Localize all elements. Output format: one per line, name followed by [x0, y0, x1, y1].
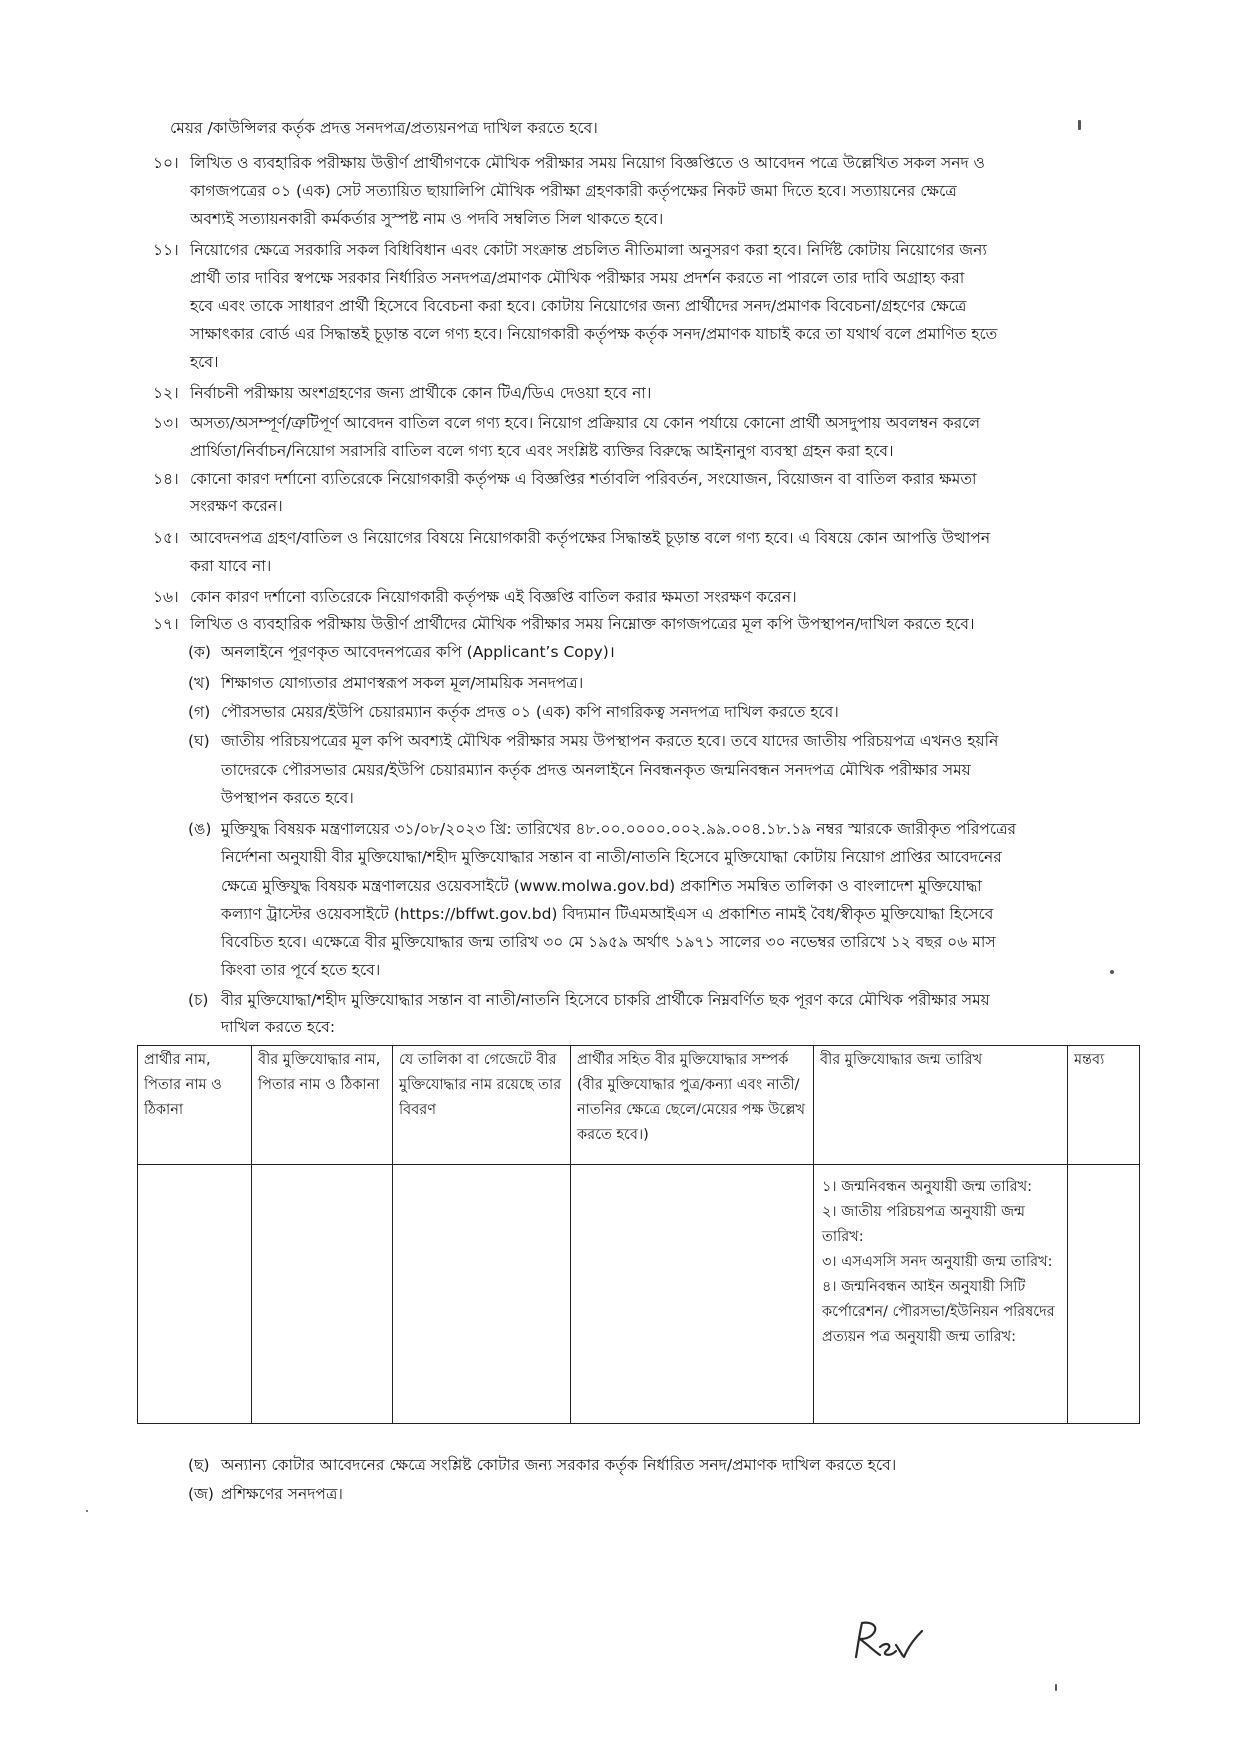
- scan-speck: [1078, 120, 1081, 130]
- item-line: লিখিত ও ব্যবহারিক পরীক্ষায় উত্তীর্ণ প্রার্থীগণকে মৌখিক পরীক্ষার সময় নিয়োগ বিজ্ঞপ্তিতে ও আবেদন পত্রে উল্লেখিত সকল সনদ ও: [190, 154, 985, 172]
- subitem-line: দাখিল করতে হবে:: [221, 1018, 336, 1036]
- table-header-cell: বীর মুক্তিযোদ্ধার নাম, পিতার নাম ও ঠিকানা: [252, 1046, 393, 1165]
- item-line: সংরক্ষণ করেন।: [190, 497, 283, 515]
- item-line: লিখিত ও ব্যবহারিক পরীক্ষায় উত্তীর্ণ প্রার্থীদের মৌখিক পরীক্ষার সময় নিম্নোক্ত কাগজপত্রের মূল কপি উপস্থাপন/দাখিল করতে হবে।: [190, 615, 975, 633]
- subitem-line: কল্যাণ ট্রাস্টের ওয়েবসাইটে (https://bffwt.gov.bd) বিদ্যমান টিএমআইএস এ প্রকাশিত নামই বৈধ/স্বীকৃত মুক্তিযোদ্ধা হিসেবে: [221, 905, 994, 923]
- subitem-line: বীর মুক্তিযোদ্ধা/শহীদ মুক্তিযোদ্ধার সন্তান বা নাতী/নাতনি হিসেবে চাকরি প্রার্থীকে নিম্নবর্ণিত ছক পূরণ করে মৌখিক পরীক্ষার সময়: [221, 991, 990, 1009]
- subitem-label: (ছ): [188, 1456, 210, 1474]
- item-number: ১৬।: [153, 588, 179, 606]
- item-line: হবে এবং তাকে সাধারণ প্রার্থী হিসেবে বিবেচনা করা হবে। কোটায় নিয়োগের জন্য প্রার্থীদের সনদ/প্রমাণক বিবেচনা/গ্রহণের ক্ষেত্রে: [190, 297, 967, 315]
- dob-list-cell: [814, 1165, 1068, 1424]
- scan-speck: [1055, 1684, 1057, 1691]
- item-line: সাক্ষাৎকার বোর্ড এর সিদ্ধান্তই চূড়ান্ত বলে গণ্য হবে। নিয়োগকারী কর্তৃপক্ষ কর্তৃক সনদ/প্রমাণক যাচাই করে তা যথার্থ বলে প্রমাণিত হতে: [190, 325, 998, 343]
- freedom-fighter-info-table: [137, 1045, 1140, 1424]
- item-number: ১১।: [153, 241, 179, 259]
- subitem-line: তাদেরকে পৌরসভার মেয়র/ইউপি চেয়ারম্যান কর্তৃক প্রদত্ত অনলাইনে নিবন্ধনকৃত জন্মনিবন্ধন সনদপত্র মৌখিক পরীক্ষার সময়: [221, 761, 971, 779]
- item-line: আবেদনপত্র গ্রহণ/বাতিল ও নিয়োগের বিষয়ে নিয়োগকারী কর্তৃপক্ষের সিদ্ধান্তই চূড়ান্ত বলে গণ্য হবে। এ বিষয়ে কোন আপত্তি উত্থাপন: [190, 529, 991, 547]
- item-line: হবে।: [190, 353, 219, 371]
- item-number: ১৩।: [153, 414, 179, 432]
- item-line: অবশ্যই সত্যায়নকারী কর্মকর্তার সুস্পষ্ট নাম ও পদবি সম্বলিত সিল থাকতে হবে।: [190, 210, 664, 228]
- subitem-line: মুক্তিযুদ্ধ বিষয়ক মন্ত্রণালয়ের ৩১/০৮/২০২৩ খ্রি: তারিখের ৪৮.০০.০০০০.০০২.৯৯.০০৪.১৮.১৯ নম্বর স্মারকে জারীকৃত পরিপত্রের: [221, 820, 1017, 838]
- subitem-label: (চ): [188, 991, 209, 1009]
- item-line: নির্বাচনী পরীক্ষায় অংশগ্রহণের জন্য প্রার্থীকে কোন টিএ/ডিএ দেওয়া হবে না।: [190, 384, 652, 402]
- item-line: করা যাবে না।: [190, 557, 272, 575]
- subitem-line: নির্দেশনা অনুযায়ী বীর মুক্তিযোদ্ধা/শহীদ মুক্তিযোদ্ধার সন্তান বা নাতী/নাতনি হিসেবে মুক্তিযোদ্ধা কোটায় নিয়োগ প্রাপ্তির আবেদনের: [221, 848, 1002, 866]
- table-header-cell: প্রার্থীর নাম, পিতার নাম ও ঠিকানা: [138, 1046, 252, 1165]
- handwritten-signature: [850, 1617, 940, 1667]
- subitem-line: ক্ষেত্রে মুক্তিযুদ্ধ বিষয়ক মন্ত্রণালয়ের ওয়েবসাইটে (www.molwa.gov.bd) প্রকাশিত সমন্বিত তালিকা ও বাংলাদেশ মুক্তিযোদ্ধা: [221, 877, 982, 895]
- item-line: প্রার্থী তার দাবির স্বপক্ষে সরকার নির্ধারিত সনদপত্র/প্রমাণক মৌখিক পরীক্ষার সময় প্রদর্শন করতে না পারলে তার দাবি অগ্রাহ্য করা: [190, 269, 965, 287]
- intro-line: মেয়র /কাউন্সিলর কর্তৃক প্রদত্ত সনদপত্র/প্রত্যয়নপত্র দাখিল করতে হবে।: [170, 119, 598, 137]
- subitem-line: বিবেচিত হবে। এক্ষেত্রে বীর মুক্তিযোদ্ধার জন্ম তারিখ ৩০ মে ১৯৫৯ অর্থাৎ ১৯৭১ সালের ৩০ নভেম্বর তারিখে ১২ বছর ০৬ মাস: [221, 933, 996, 951]
- table-cell-empty[interactable]: [138, 1165, 252, 1424]
- item-number: ১০।: [153, 154, 179, 172]
- subitem-line: কিংবা তার পূর্বে হতে হবে।: [221, 961, 381, 979]
- table-cell-empty[interactable]: [393, 1165, 571, 1424]
- subitem-label: (ক): [188, 643, 211, 661]
- dob-item: ২। জাতীয় পরিচয়পত্র অনুযায়ী জন্ম তারিখ:: [822, 1204, 1026, 1245]
- subitem-line: অনলাইনে পূরণকৃত আবেদনপত্রের কপি (Applicant’s Copy)।: [221, 643, 615, 661]
- item-line: কাগজপত্রের ০১ (এক) সেট সত্যায়িত ছায়ালিপি মৌখিক পরীক্ষা গ্রহণকারী কর্তৃপক্ষের নিকট জমা দিতে হবে। সত্যায়নের ক্ষেত্রে: [190, 182, 957, 200]
- table-header-cell: যে তালিকা বা গেজেটে বীর মুক্তিযোদ্ধার নাম রয়েছে তার বিবরণ: [393, 1046, 571, 1165]
- subitem-label: (জ): [188, 1485, 214, 1503]
- subitem-line: উপস্থাপন করতে হবে।: [221, 789, 354, 807]
- item-number: ১৫।: [153, 529, 179, 547]
- item-line: অসত্য/অসম্পূর্ণ/ত্রুটিপূর্ণ আবেদন বাতিল বলে গণ্য হবে। নিয়োগ প্রক্রিয়ার যে কোন পর্যায়ে কোনো প্রার্থী অসদুপায় অবলম্বন করলে: [190, 414, 981, 432]
- subitem-label: (গ): [188, 703, 211, 721]
- table-header-row: [138, 1046, 1140, 1165]
- scan-speck: [1110, 970, 1114, 974]
- table-cell-empty[interactable]: [571, 1165, 814, 1424]
- table-cell-empty[interactable]: [252, 1165, 393, 1424]
- subitem-line: অন্যান্য কোটার আবেদনের ক্ষেত্রে সংশ্লিষ্ট কোটার জন্য সরকার কর্তৃক নির্ধারিত সনদ/প্রমাণক দাখিল করতে হবে।: [221, 1456, 897, 1474]
- table-header-cell: মন্তব্য: [1068, 1046, 1140, 1165]
- item-line: নিয়োগের ক্ষেত্রে সরকারি সকল বিধিবিধান এবং কোটা সংক্রান্ত প্রচলিত নীতিমালা অনুসরণ করা হবে। নির্দিষ্ট কোটায় নিয়োগের জন্য: [190, 241, 987, 259]
- subitem-line: পৌরসভার মেয়র/ইউপি চেয়ারম্যান কর্তৃক প্রদত্ত ০১ (এক) কপি নাগরিকত্ব সনদপত্র দাখিল করতে হবে।: [221, 703, 839, 721]
- item-number: ১২।: [153, 384, 179, 402]
- subitem-label: (ঙ): [188, 820, 212, 838]
- table-cell-empty[interactable]: [1068, 1165, 1140, 1424]
- subitem-line: শিক্ষাগত যোগ্যতার প্রমাণস্বরূপ সকল মূল/সাময়িক সনদপত্র।: [221, 674, 584, 692]
- item-number: ১৭।: [153, 615, 179, 633]
- table-header-cell: বীর মুক্তিযোদ্ধার জন্ম তারিখ: [814, 1046, 1068, 1165]
- subitem-label: (খ): [188, 674, 211, 692]
- item-line: প্রার্থিতা/নির্বাচন/নিয়োগ সরাসরি বাতিল বলে গণ্য হবে এবং সংশ্লিষ্ট ব্যক্তির বিরুদ্ধে আইনানুগ ব্যবস্থা গ্রহন করা হবে।: [190, 442, 894, 460]
- table-header-cell: প্রার্থীর সহিত বীর মুক্তিযোদ্ধার সম্পর্ক (বীর মুক্তিযোদ্ধার পুত্র/কন্যা এবং নাতী/নাতনির ক্ষেত্রে ছেলে/মেয়ের পক্ষ উল্লেখ করতে হবে।): [571, 1046, 814, 1165]
- subitem-label: (ঘ): [188, 732, 210, 750]
- dob-item: ৩। এসএসসি সনদ অনুযায়ী জন্ম তারিখ:: [822, 1254, 1053, 1270]
- subitem-line: প্রশিক্ষণের সনদপত্র।: [221, 1485, 343, 1503]
- table-row: [138, 1165, 1140, 1424]
- subitem-line: জাতীয় পরিচয়পত্রের মূল কপি অবশ্যই মৌখিক পরীক্ষার সময় উপস্থাপন করতে হবে। তবে যাদের জাতীয় পরিচয়পত্র এখনও হয়নি: [221, 732, 999, 750]
- item-line: কোনো কারণ দর্শানো ব্যতিরেকে নিয়োগকারী কর্তৃপক্ষ এ বিজ্ঞপ্তির শর্তাবলি পরিবর্তন, সংযোজন, বিয়োজন বা বাতিল করার ক্ষমতা: [190, 470, 977, 488]
- item-line: কোন কারণ দর্শানো ব্যতিরেকে নিয়োগকারী কর্তৃপক্ষ এই বিজ্ঞপ্তি বাতিল করার ক্ষমতা সংরক্ষণ করেন।: [190, 588, 797, 606]
- scan-speck: [86, 1510, 88, 1512]
- item-number: ১৪।: [153, 470, 179, 488]
- dob-item: ১। জন্মনিবন্ধন অনুযায়ী জন্ম তারিখ:: [822, 1179, 1033, 1195]
- dob-item: ৪। জন্মনিবন্ধন আইন অনুযায়ী সিটি কর্পোরেশন/ পৌরসভা/ইউনিয়ন পরিষদের প্রত্যয়ন পত্র অনুযায়ী জন্ম তারিখ:: [822, 1279, 1055, 1345]
